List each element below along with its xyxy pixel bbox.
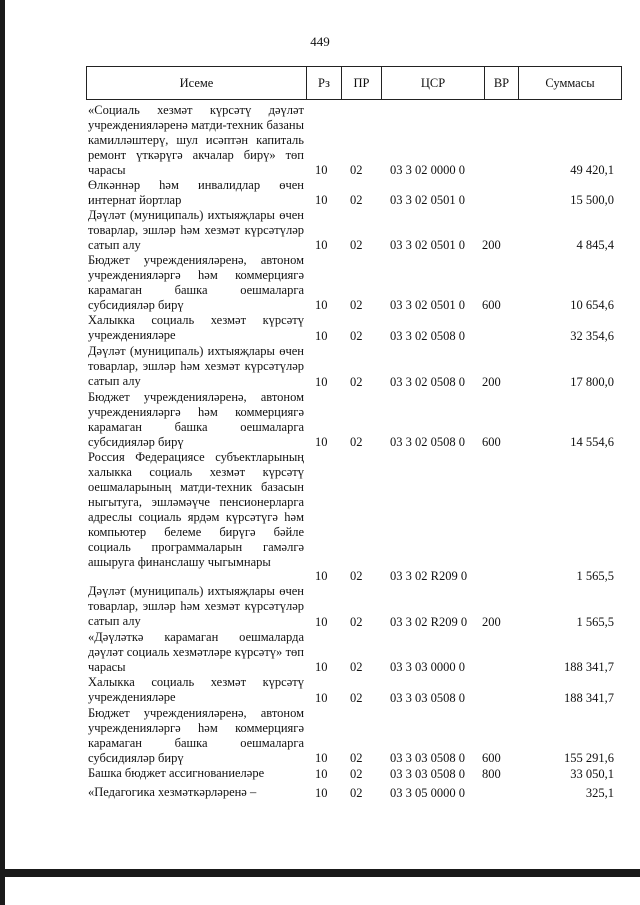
row-pr: 02 xyxy=(350,435,363,449)
row-sum: 325,1 xyxy=(585,786,614,800)
row-pr: 02 xyxy=(350,298,363,312)
table-row xyxy=(86,706,622,766)
row-name: Халыкка социаль хезмәт күрсәтү учрежденияләре xyxy=(88,313,304,342)
row-rz: 10 xyxy=(315,375,328,389)
row-rz: 10 xyxy=(315,751,328,765)
row-name: Дәүләт (муниципаль) ихтыяҗлары өчен товарлар, эшләр һәм хезмәт күрсәтүләр сатып алу xyxy=(88,584,304,628)
row-sum: 49 420,1 xyxy=(570,163,614,177)
row-pr: 02 xyxy=(350,163,363,177)
row-pr: 02 xyxy=(350,375,363,389)
header-csr: ЦСР xyxy=(381,67,484,99)
row-sum: 188 341,7 xyxy=(564,691,614,705)
row-csr: 03 3 05 0000 0 xyxy=(390,786,465,800)
row-sum: 15 500,0 xyxy=(570,193,614,207)
row-name: Халыкка социаль хезмәт күрсәтү учрежденияләре xyxy=(88,675,304,704)
table-header xyxy=(86,66,622,100)
row-pr: 02 xyxy=(350,767,363,781)
table-row xyxy=(86,178,622,208)
row-csr: 03 3 02 0501 0 xyxy=(390,193,465,207)
table-row xyxy=(86,103,622,178)
row-name: «Социаль хезмәт күрсәтү дәүләт учрежденияләренә матди-техник базаны камилләштерү, шул исәптән капиталь ремонт үткәрүгә акчалар бирү» төп чарасы xyxy=(88,103,304,177)
row-vr: 200 xyxy=(482,375,501,389)
table-row xyxy=(86,390,622,450)
table-row xyxy=(86,208,622,253)
header-sum: Суммасы xyxy=(518,67,621,99)
row-csr: 03 3 02 0000 0 xyxy=(390,163,465,177)
row-sum: 1 565,5 xyxy=(576,615,614,629)
row-name: Башка бюджет ассигнованиеләре xyxy=(88,766,265,780)
row-csr: 03 3 02 0501 0 xyxy=(390,298,465,312)
row-csr: 03 3 02 R209 0 xyxy=(390,615,468,629)
row-vr: 800 xyxy=(482,767,501,781)
table-row xyxy=(86,450,622,584)
row-rz: 10 xyxy=(315,193,328,207)
row-name: Россия Федерациясе субъектларының халыкка социаль хезмәт күрсәтү оешмаларының матди-техник базасын ныгытуга, эшләмәүче пенсионерларга адреслы социаль ярдәм күрсәтүгә һәм компьютер белеме бирүгә бәйле социаль программаларын гамәлгә ашыруга финанслашу чыгымнары xyxy=(88,450,304,569)
table-row xyxy=(86,253,622,313)
row-rz: 10 xyxy=(315,298,328,312)
row-pr: 02 xyxy=(350,615,363,629)
row-name: Бюджет учрежденияләренә, автоном учрежденияләргә һәм коммерциягә карамаган башка оешмаларга субсидияләр бирү xyxy=(88,253,304,312)
row-sum: 33 050,1 xyxy=(570,767,614,781)
table-row xyxy=(86,313,622,344)
row-rz: 10 xyxy=(315,691,328,705)
row-csr: 03 3 02 0501 0 xyxy=(390,238,465,252)
row-name: «Дәүләткә карамаган оешмаларда дәүләт социаль хезмәтләре күрсәтү» төп чарасы xyxy=(88,630,304,674)
row-sum: 155 291,6 xyxy=(564,751,614,765)
row-rz: 10 xyxy=(315,329,328,343)
scan-left-border xyxy=(0,0,5,905)
row-pr: 02 xyxy=(350,786,363,800)
row-rz: 10 xyxy=(315,786,328,800)
row-name: Бюджет учрежденияләренә, автоном учрежденияләргә һәм коммерциягә карамаган башка оешмаларга субсидияләр бирү xyxy=(88,390,304,449)
table-row xyxy=(86,675,622,706)
row-csr: 03 3 03 0000 0 xyxy=(390,660,465,674)
row-pr: 02 xyxy=(350,193,363,207)
row-pr: 02 xyxy=(350,660,363,674)
row-name: Бюджет учрежденияләренә, автоном учрежденияләргә һәм коммерциягә карамаган башка оешмаларга субсидияләр бирү xyxy=(88,706,304,765)
row-vr: 200 xyxy=(482,615,501,629)
table-row xyxy=(86,766,622,782)
header-rz: Рз xyxy=(306,67,341,99)
row-rz: 10 xyxy=(315,238,328,252)
row-csr: 03 3 02 R209 0 xyxy=(390,569,468,583)
row-pr: 02 xyxy=(350,569,363,583)
scan-bottom-border xyxy=(0,869,640,877)
row-sum: 17 800,0 xyxy=(570,375,614,389)
row-pr: 02 xyxy=(350,751,363,765)
row-rz: 10 xyxy=(315,569,328,583)
row-name: Өлкәннәр һәм инвалидлар өчен интернат йортлар xyxy=(88,178,304,207)
row-vr: 600 xyxy=(482,298,501,312)
row-vr: 200 xyxy=(482,238,501,252)
header-name: Исеме xyxy=(179,76,214,90)
row-pr: 02 xyxy=(350,238,363,252)
row-pr: 02 xyxy=(350,329,363,343)
row-rz: 10 xyxy=(315,615,328,629)
row-csr: 03 3 02 0508 0 xyxy=(390,435,465,449)
row-csr: 03 3 03 0508 0 xyxy=(390,767,465,781)
row-sum: 1 565,5 xyxy=(576,569,614,583)
row-sum: 14 554,6 xyxy=(570,435,614,449)
row-rz: 10 xyxy=(315,163,328,177)
row-csr: 03 3 02 0508 0 xyxy=(390,329,465,343)
row-rz: 10 xyxy=(315,435,328,449)
page-number: 449 xyxy=(310,34,330,49)
table-row xyxy=(86,584,622,630)
row-name: Дәүләт (муниципаль) ихтыяҗлары өчен товарлар, эшләр һәм хезмәт күрсәтүләр сатып алу xyxy=(88,208,304,252)
row-sum: 4 845,4 xyxy=(576,238,614,252)
table-row xyxy=(86,630,622,675)
row-sum: 32 354,6 xyxy=(570,329,614,343)
row-sum: 10 654,6 xyxy=(570,298,614,312)
row-vr: 600 xyxy=(482,751,501,765)
row-name: Дәүләт (муниципаль) ихтыяҗлары өчен товарлар, эшләр һәм хезмәт күрсәтүләр сатып алу xyxy=(88,344,304,388)
row-csr: 03 3 02 0508 0 xyxy=(390,375,465,389)
row-rz: 10 xyxy=(315,660,328,674)
header-vr: ВР xyxy=(484,67,518,99)
row-pr: 02 xyxy=(350,691,363,705)
table-row xyxy=(86,785,622,801)
header-pr: ПР xyxy=(341,67,381,99)
row-vr: 600 xyxy=(482,435,501,449)
row-csr: 03 3 03 0508 0 xyxy=(390,691,465,705)
row-rz: 10 xyxy=(315,767,328,781)
row-csr: 03 3 03 0508 0 xyxy=(390,751,465,765)
table-row xyxy=(86,344,622,390)
row-name: «Педагогика хезмәткәрләренә – xyxy=(88,785,257,799)
row-sum: 188 341,7 xyxy=(564,660,614,674)
